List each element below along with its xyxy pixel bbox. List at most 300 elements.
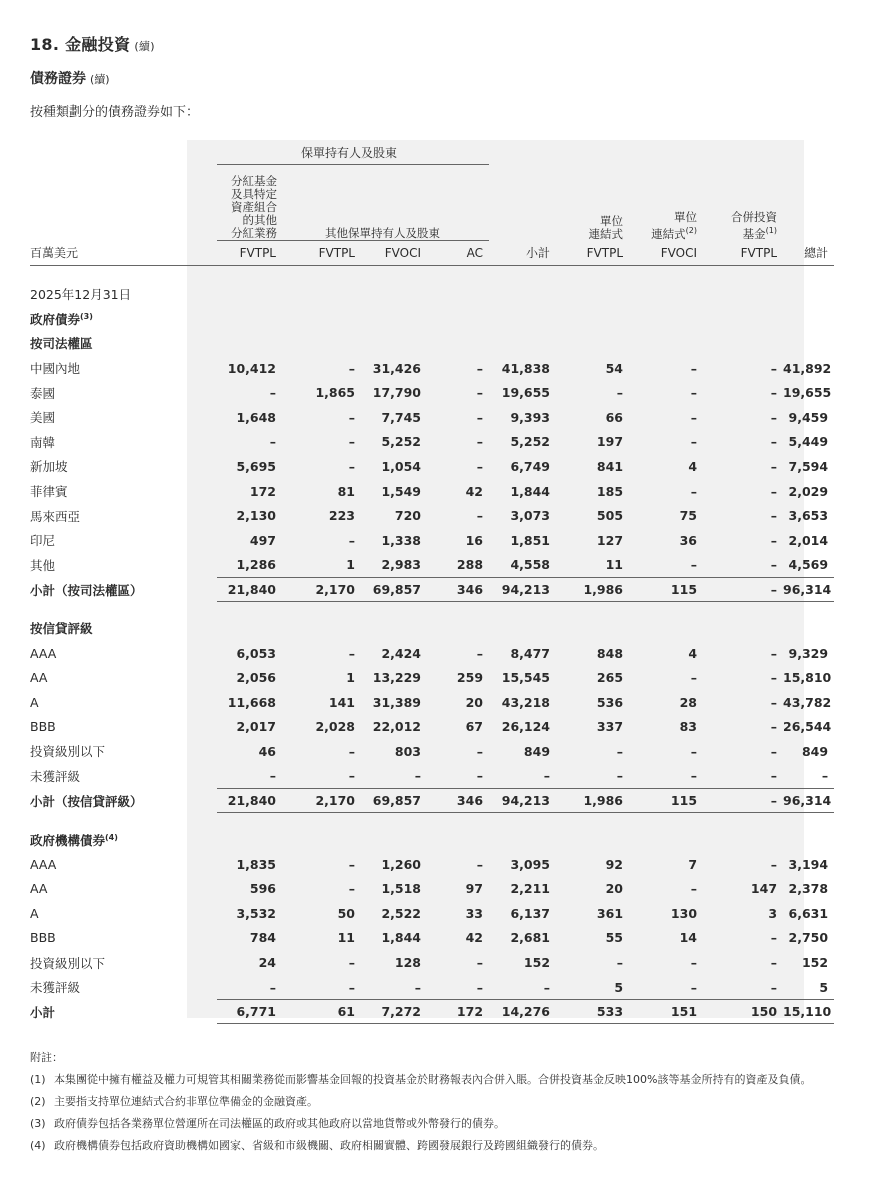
table-cell: 28: [679, 694, 698, 710]
row-label: 美國: [30, 410, 56, 426]
table-cell: 26,124: [501, 719, 551, 735]
table-cell: 66: [605, 409, 624, 425]
table-cell: –: [770, 856, 778, 872]
table-cell: 11,668: [227, 694, 276, 710]
table-cell: –: [690, 557, 698, 573]
table-cell: 50: [337, 905, 355, 921]
table-cell: 151: [629, 1000, 703, 1024]
table-cell: –: [348, 409, 355, 425]
table-cell: 92: [605, 856, 624, 872]
table-cell: –: [476, 645, 484, 661]
table-cell: 10,412: [227, 360, 276, 376]
footnote: [30, 1072, 834, 1088]
table-cell: 346: [427, 578, 489, 602]
header-row-group: [30, 140, 834, 165]
table-cell: –: [690, 881, 698, 897]
table-cell: 2,681: [510, 930, 551, 946]
table-cell: –: [348, 743, 355, 759]
table-row: [30, 528, 834, 553]
table-cell: 96,314: [783, 789, 834, 813]
table-cell: 2,014: [788, 532, 829, 548]
table-cell: –: [690, 360, 698, 376]
table-cell: 5,449: [788, 434, 829, 450]
col-par-fund-header: 分紅基金 及具特定 資產組合 的其他 分紅業務: [217, 165, 282, 241]
table-cell: 147: [750, 881, 778, 897]
table-cell: 3,653: [788, 508, 829, 524]
table-row: [30, 901, 834, 926]
table-cell: –: [476, 768, 484, 784]
footnotes: [30, 1050, 834, 1160]
table-cell: 13,229: [372, 670, 421, 686]
table-cell: –: [770, 532, 778, 548]
table-cell: –: [348, 881, 355, 897]
table-cell: 2,424: [381, 645, 421, 661]
table-cell: –: [476, 409, 484, 425]
table-cell: –: [703, 578, 783, 602]
table-cell: 720: [394, 508, 421, 524]
section-row: 按司法權區: [30, 336, 93, 352]
table-cell: 596: [249, 881, 276, 897]
table-cell: 2,211: [510, 881, 551, 897]
table-cell: 2,170: [282, 789, 361, 813]
table-cell: 1: [346, 670, 355, 686]
table-cell: 6,749: [510, 458, 551, 474]
row-label: 新加坡: [30, 459, 68, 475]
table-cell: 1,054: [381, 458, 421, 474]
section-row: 按信貸評級: [30, 621, 93, 637]
table-cell: 2,983: [381, 557, 421, 573]
table-cell: –: [476, 360, 484, 376]
table-cell: 1,986: [556, 578, 629, 602]
table-cell: 152: [801, 955, 829, 971]
table-cell: 849: [523, 743, 551, 759]
jurisdiction-rows: [30, 356, 834, 578]
row-label: 小計（按信貸評級）: [30, 793, 143, 809]
table-row: [30, 852, 834, 877]
footnote-text: 本集團從中擁有權益及權力可規管其相關業務從而影響基金回報的投資基金於財務報表內合併入賬。合併投資基金反映100%該等基金所持有的資產及負債。: [54, 1073, 812, 1086]
table-cell: 24: [258, 955, 276, 971]
table-cell: –: [476, 458, 484, 474]
table-cell: 141: [328, 694, 355, 710]
footnote-text: 政府機構債券包括政府資助機構如國家、省級和市級機關、政府相關實體、跨國發展銀行及跨國組織發行的債券。: [54, 1139, 604, 1152]
table-cell: 7,272: [361, 1000, 427, 1024]
table-cell: –: [690, 670, 698, 686]
table-cell: 115: [629, 789, 703, 813]
code-header: FVTPL: [217, 241, 282, 266]
agency-rows: [30, 852, 834, 1000]
row-label: 投資級別以下: [30, 955, 106, 971]
table-cell: –: [770, 458, 778, 474]
table-cell: –: [348, 979, 355, 995]
table-cell: –: [348, 955, 355, 971]
table-cell: –: [348, 360, 355, 376]
row-label: 未獲評級: [30, 980, 81, 996]
table-cell: 69,857: [361, 578, 427, 602]
table-cell: 505: [596, 508, 624, 524]
table-cell: 5,252: [510, 434, 551, 450]
table-cell: 2,029: [788, 483, 829, 499]
table-cell: 54: [605, 360, 624, 376]
table-cell: 5,252: [381, 434, 421, 450]
subtotal-row: [30, 789, 834, 813]
table-cell: 2,522: [381, 905, 421, 921]
table-cell: 1,286: [236, 557, 276, 573]
table-cell: –: [690, 768, 698, 784]
table-cell: 1,851: [510, 532, 551, 548]
subtotal-row: [30, 1000, 834, 1024]
row-label: 中國內地: [30, 361, 81, 377]
table-cell: 1,518: [381, 881, 421, 897]
table-cell: –: [690, 743, 698, 759]
table-cell: 69,857: [361, 789, 427, 813]
table-cell: 97: [465, 881, 484, 897]
table-row: [30, 380, 834, 405]
table-row: [30, 430, 834, 455]
table-cell: –: [770, 434, 778, 450]
intro-text: 按種類劃分的債務證券如下：: [30, 105, 200, 120]
row-label: A: [30, 694, 39, 710]
table-cell: –: [414, 768, 421, 784]
table-cell: 15,545: [501, 670, 551, 686]
row-label: AAA: [30, 856, 57, 872]
table-cell: 784: [249, 930, 276, 946]
table-cell: –: [476, 979, 484, 995]
table-cell: 6,053: [236, 645, 276, 661]
table-cell: –: [476, 508, 484, 524]
table-cell: –: [690, 385, 698, 401]
table-row: [30, 876, 834, 901]
table-cell: –: [348, 434, 355, 450]
table-cell: 2,017: [236, 719, 276, 735]
group-other-policyholders-header: 其他保單持有人及股東: [282, 165, 489, 241]
table-cell: 346: [427, 789, 489, 813]
table-cell: 94,213: [489, 578, 556, 602]
table-cell: –: [770, 955, 778, 971]
table-cell: 33: [465, 905, 484, 921]
table-row: [30, 454, 834, 479]
header-row-codes: [30, 241, 834, 266]
table-cell: –: [770, 385, 778, 401]
table-cell: 4: [688, 645, 698, 661]
table-cell: –: [690, 979, 698, 995]
row-label: 南韓: [30, 434, 56, 450]
table-cell: –: [770, 694, 778, 710]
table-cell: 185: [596, 483, 624, 499]
table-row: [30, 479, 834, 504]
header-row-stack: [30, 165, 834, 241]
row-label: BBB: [30, 719, 56, 735]
table-cell: 19,655: [783, 385, 832, 401]
table-cell: 67: [465, 719, 484, 735]
table-cell: 15,810: [783, 670, 832, 686]
table-cell: 61: [282, 1000, 361, 1024]
code-header: 總計: [783, 241, 834, 266]
col-consolidated-funds-header: 合併投資 基金$^{(1)}$: [731, 209, 778, 241]
table-cell: 16: [465, 532, 484, 548]
table-cell: –: [543, 768, 551, 784]
row-label: AAA: [30, 645, 57, 661]
table-cell: 2,378: [788, 881, 829, 897]
table-cell: –: [690, 483, 698, 499]
table-cell: 42: [465, 483, 484, 499]
table-cell: 3,095: [510, 856, 551, 872]
footnote-marker: (1): [30, 1073, 46, 1086]
table-cell: 1,844: [381, 930, 421, 946]
table-cell: 9,393: [510, 409, 551, 425]
col-unit-linked-fvtpl-header: 單位 連結式: [588, 213, 624, 241]
table-row: [30, 405, 834, 430]
table-cell: 1,648: [236, 409, 276, 425]
page-title: 18. 金融投資 (續): [30, 35, 155, 54]
table-cell: 5: [819, 979, 829, 995]
code-header: FVTPL: [282, 241, 361, 266]
table-cell: –: [269, 979, 276, 995]
table-cell: 14: [679, 930, 698, 946]
row-label: 馬來西亞: [30, 508, 81, 524]
table-cell: 841: [596, 458, 624, 474]
table-cell: –: [703, 789, 783, 813]
table-cell: –: [770, 557, 778, 573]
section-subtitle: 債務證券 (續): [30, 71, 110, 87]
row-label: 小計（按司法權區）: [30, 582, 143, 598]
table-cell: 21,840: [217, 789, 282, 813]
agency-subtotal: [30, 1000, 834, 1024]
row-label: 未獲評級: [30, 769, 81, 785]
footnote-marker: (4): [30, 1139, 46, 1152]
table-cell: 7: [688, 856, 698, 872]
date-row: 2025年12月31日: [30, 287, 132, 303]
rating-subtotal: [30, 789, 834, 813]
table-row: [30, 715, 834, 740]
table-cell: 5: [614, 979, 624, 995]
table-cell: 7,745: [381, 409, 421, 425]
footnote: [30, 1094, 834, 1110]
table-cell: 3,194: [788, 856, 829, 872]
section-row: 政府機構債券$^{(4)}$: [30, 832, 118, 848]
table-cell: 497: [249, 532, 276, 548]
table-cell: 172: [249, 483, 276, 499]
row-label: AA: [30, 670, 48, 686]
subtotal-row: [30, 578, 834, 602]
table-cell: 2,028: [315, 719, 355, 735]
table-cell: –: [476, 385, 484, 401]
table-cell: 14,276: [489, 1000, 556, 1024]
table-cell: –: [770, 483, 778, 499]
table-cell: 83: [679, 719, 698, 735]
table-cell: 3,073: [510, 508, 551, 524]
table-row: [30, 690, 834, 715]
table-row: [30, 926, 834, 951]
table-cell: 172: [427, 1000, 489, 1024]
table-cell: 26,544: [783, 719, 832, 735]
table-cell: –: [770, 719, 778, 735]
table-cell: 8,477: [510, 645, 551, 661]
table-cell: 9,459: [788, 409, 829, 425]
footnote-marker: (3): [30, 1117, 46, 1130]
rating-rows: [30, 641, 834, 789]
table-cell: 11: [605, 557, 624, 573]
table-cell: 1: [346, 557, 355, 573]
table-cell: 55: [605, 930, 624, 946]
table-cell: 4,569: [788, 557, 829, 573]
table-cell: 848: [596, 645, 624, 661]
table-cell: 41,892: [783, 360, 832, 376]
table-cell: 1,835: [236, 856, 276, 872]
table-row: [30, 975, 834, 1000]
table-cell: 533: [556, 1000, 629, 1024]
table-cell: 6,137: [510, 905, 551, 921]
table-cell: 288: [456, 557, 484, 573]
table-cell: 9,329: [788, 645, 829, 661]
table-cell: –: [348, 768, 355, 784]
table-cell: 197: [596, 434, 624, 450]
table-cell: 849: [801, 743, 829, 759]
table-cell: –: [414, 979, 421, 995]
table-cell: 265: [596, 670, 624, 686]
row-label: AA: [30, 881, 48, 897]
code-header: 小計: [489, 241, 556, 266]
code-header: FVOCI: [629, 241, 703, 266]
table-cell: 46: [258, 743, 276, 759]
table-cell: –: [770, 360, 778, 376]
table-cell: –: [770, 670, 778, 686]
table-cell: 223: [328, 508, 355, 524]
table-cell: 2,130: [236, 508, 276, 524]
table-cell: 3: [768, 905, 778, 921]
table-cell: –: [269, 768, 276, 784]
table-cell: 41,838: [501, 360, 551, 376]
table-cell: 152: [523, 955, 551, 971]
table-cell: 19,655: [501, 385, 551, 401]
table-cell: 6,771: [217, 1000, 282, 1024]
table-cell: –: [616, 955, 624, 971]
table-row: [30, 665, 834, 690]
table-cell: 1,338: [381, 532, 421, 548]
table-cell: –: [690, 434, 698, 450]
table-cell: 1,844: [510, 483, 551, 499]
table-cell: –: [770, 409, 778, 425]
unit-label: 百萬美元: [30, 241, 217, 266]
table-cell: 17,790: [372, 385, 421, 401]
code-header: FVOCI: [361, 241, 427, 266]
table-cell: 115: [629, 578, 703, 602]
table-cell: 150: [703, 1000, 783, 1024]
row-label: 泰國: [30, 385, 56, 401]
table-cell: –: [476, 856, 484, 872]
table-cell: –: [348, 458, 355, 474]
code-header: FVTPL: [556, 241, 629, 266]
table-row: [30, 553, 834, 578]
table-cell: 1,549: [381, 483, 421, 499]
table-cell: 75: [679, 508, 698, 524]
table-cell: 21,840: [217, 578, 282, 602]
table-cell: 11: [337, 930, 355, 946]
table-cell: 20: [605, 881, 624, 897]
table-cell: 22,012: [372, 719, 421, 735]
section-row: 政府債券$^{(3)}$: [30, 311, 93, 327]
table-cell: –: [770, 508, 778, 524]
footnote-text: 政府債券包括各業務單位營運所在司法權區的政府或其他政府以當地貨幣或外幣發行的債券。: [54, 1117, 505, 1130]
table-cell: –: [770, 743, 778, 759]
table-row: [30, 739, 834, 764]
table-cell: –: [770, 645, 778, 661]
row-label: A: [30, 905, 39, 921]
table-cell: 1,986: [556, 789, 629, 813]
table-cell: –: [543, 979, 551, 995]
table-cell: 42: [465, 930, 484, 946]
table-cell: 36: [679, 532, 698, 548]
table-cell: 2,750: [788, 930, 829, 946]
table-cell: –: [348, 532, 355, 548]
table-cell: –: [770, 768, 778, 784]
table-cell: 127: [596, 532, 624, 548]
table-cell: –: [476, 743, 484, 759]
table-cell: 15,110: [783, 1000, 834, 1024]
row-label: 印尼: [30, 533, 56, 549]
table-row: [30, 356, 834, 381]
table-cell: –: [348, 645, 355, 661]
table-cell: 1,865: [315, 385, 355, 401]
table-cell: 31,426: [372, 360, 421, 376]
table-row: [30, 503, 834, 528]
table-cell: 337: [596, 719, 624, 735]
table-cell: 43,782: [783, 694, 832, 710]
table-cell: 96,314: [783, 578, 834, 602]
code-header: FVTPL: [703, 241, 783, 266]
row-label: 其他: [30, 558, 56, 574]
table-cell: 81: [337, 483, 355, 499]
table-cell: –: [476, 955, 484, 971]
footnotes-title: 附註：: [30, 1051, 63, 1064]
row-label: 投資級別以下: [30, 744, 106, 760]
row-label: 菲律賓: [30, 484, 68, 500]
table-cell: –: [269, 434, 276, 450]
table-cell: 7,594: [788, 458, 829, 474]
table-cell: 43,218: [501, 694, 551, 710]
table-cell: –: [821, 768, 829, 784]
table-cell: 20: [465, 694, 484, 710]
table-cell: 4: [688, 458, 698, 474]
group-policyholders-header: 保單持有人及股東: [217, 140, 489, 165]
table-cell: 361: [596, 905, 624, 921]
table-row: [30, 950, 834, 975]
code-header: AC: [427, 241, 489, 266]
table-cell: 259: [456, 670, 484, 686]
table-cell: 128: [394, 955, 421, 971]
table-cell: 31,389: [372, 694, 421, 710]
table-cell: 6,631: [788, 905, 829, 921]
table-cell: 2,170: [282, 578, 361, 602]
table-cell: 2,056: [236, 670, 276, 686]
table-row: [30, 764, 834, 789]
footnote: [30, 1116, 834, 1132]
table-cell: –: [690, 955, 698, 971]
table-cell: 1,260: [381, 856, 421, 872]
row-label: 小計: [30, 1004, 56, 1020]
jurisdiction-subtotal: [30, 578, 834, 602]
col-unit-linked-fvoci-header: 單位 連結式$^{(2)}$: [651, 209, 698, 241]
table-cell: 94,213: [489, 789, 556, 813]
table-row: [30, 641, 834, 666]
footnote-text: 主要指支持單位連結式合約非單位準備金的金融資產。: [54, 1095, 318, 1108]
table-cell: –: [616, 385, 624, 401]
table-cell: 803: [394, 743, 421, 759]
table-cell: –: [348, 856, 355, 872]
table-cell: 536: [596, 694, 624, 710]
table-cell: –: [616, 768, 624, 784]
table-cell: 4,558: [510, 557, 551, 573]
table-cell: 130: [670, 905, 698, 921]
